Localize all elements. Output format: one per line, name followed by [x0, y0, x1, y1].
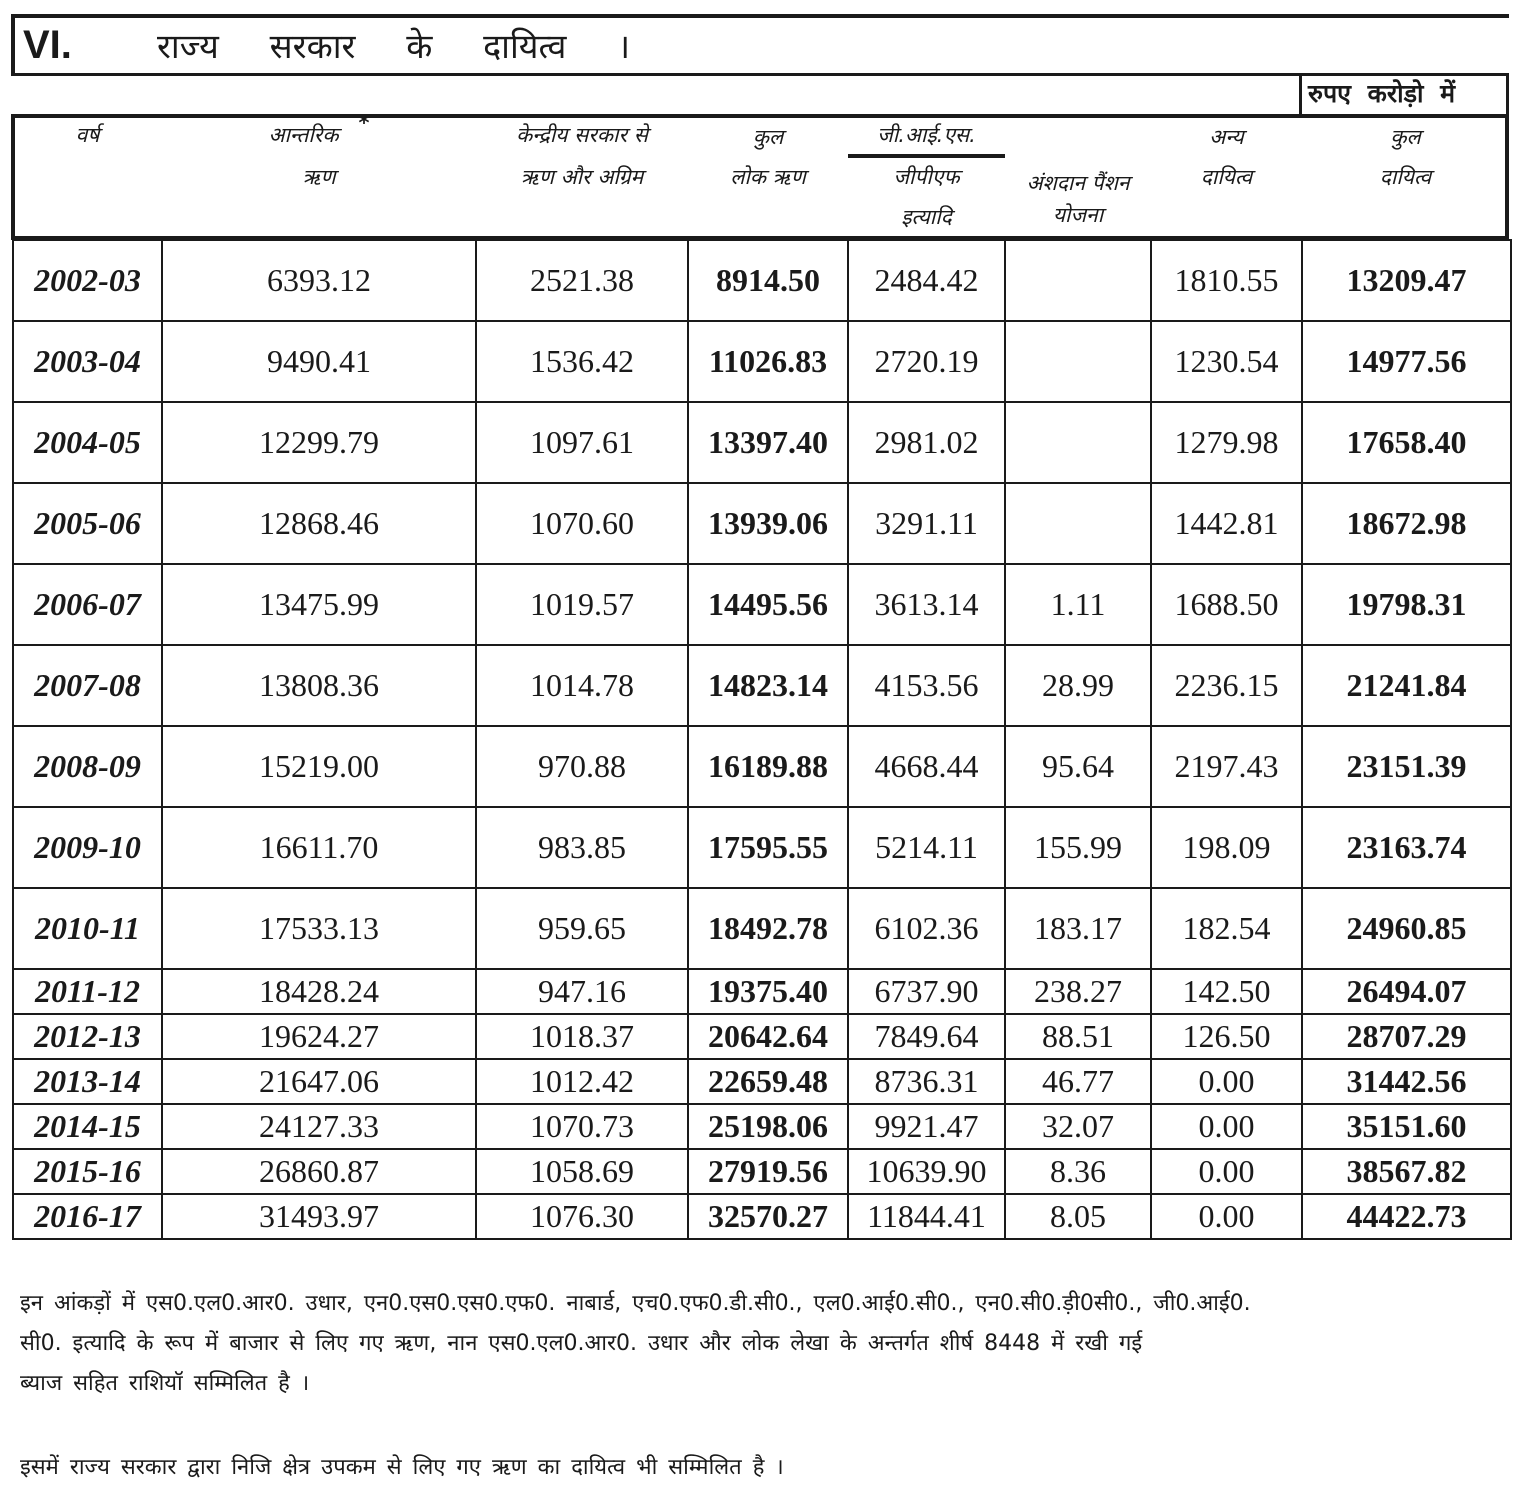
cell-other-liabilities: 182.54 [1151, 888, 1302, 969]
cell-internal-debt: 26860.87 [162, 1149, 476, 1194]
footnote-1-line: ब्याज सहित राशियॉ सम्मिलित है । [20, 1371, 310, 1396]
cell-gpf: 2484.42 [848, 240, 1005, 321]
header-year: वर्ष [75, 123, 100, 147]
table-row [13, 1014, 1511, 1059]
cell-pension [1005, 240, 1151, 321]
cell-gpf: 4153.56 [848, 645, 1005, 726]
cell-central-loans: 959.65 [476, 888, 688, 969]
cell-internal-debt: 18428.24 [162, 969, 476, 1014]
cell-central-loans: 1076.30 [476, 1194, 688, 1239]
header-other-line1: अन्य [1209, 125, 1244, 149]
cell-internal-debt: 21647.06 [162, 1059, 476, 1104]
cell-total-liabilities: 44422.73 [1302, 1194, 1511, 1239]
cell-year: 2003-04 [13, 321, 162, 402]
table-row [13, 1104, 1511, 1149]
cell-year: 2011-12 [13, 969, 162, 1014]
cell-pension [1005, 321, 1151, 402]
table-row [13, 1149, 1511, 1194]
cell-total-public-debt: 22659.48 [688, 1059, 848, 1104]
header-total-public-debt-line2: लोक ऋण [730, 165, 806, 189]
table-row [13, 402, 1511, 483]
cell-total-public-debt: 13939.06 [688, 483, 848, 564]
cell-total-liabilities: 23163.74 [1302, 807, 1511, 888]
cell-central-loans: 2521.38 [476, 240, 688, 321]
cell-pension: 32.07 [1005, 1104, 1151, 1149]
cell-other-liabilities: 0.00 [1151, 1104, 1302, 1149]
footnote-1-line: इन आंकड़ों में एस0.एल0.आर0. उधार, एन0.एस0.एस0.एफ0. नाबार्ड, एच0.एफ0.डी.सी0., एल0.आई0.सी0., एन0.सी0.ड़ी0सी0., जी0.आई0. [20, 1291, 1251, 1316]
cell-pension [1005, 402, 1151, 483]
cell-pension: 8.36 [1005, 1149, 1151, 1194]
cell-total-public-debt: 16189.88 [688, 726, 848, 807]
cell-central-loans: 1070.73 [476, 1104, 688, 1149]
cell-gpf: 6737.90 [848, 969, 1005, 1014]
cell-central-loans: 1070.60 [476, 483, 688, 564]
header-other-line2: दायित्व [1200, 165, 1253, 189]
cell-total-liabilities: 31442.56 [1302, 1059, 1511, 1104]
cell-other-liabilities: 142.50 [1151, 969, 1302, 1014]
cell-central-loans: 970.88 [476, 726, 688, 807]
cell-central-loans: 1097.61 [476, 402, 688, 483]
cell-pension: 183.17 [1005, 888, 1151, 969]
table-row [13, 888, 1511, 969]
cell-year: 2004-05 [13, 402, 162, 483]
cell-total-public-debt: 11026.83 [688, 321, 848, 402]
cell-total-public-debt: 14823.14 [688, 645, 848, 726]
cell-central-loans: 1058.69 [476, 1149, 688, 1194]
cell-other-liabilities: 2197.43 [1151, 726, 1302, 807]
footnote-1 [20, 1284, 1500, 1404]
liabilities-table [12, 239, 1512, 1240]
cell-gpf: 10639.90 [848, 1149, 1005, 1194]
cell-total-liabilities: 21241.84 [1302, 645, 1511, 726]
cell-total-liabilities: 38567.82 [1302, 1149, 1511, 1194]
cell-total-public-debt: 14495.56 [688, 564, 848, 645]
header-gis: जी.आई.एस. [877, 123, 976, 147]
cell-year: 2002-03 [13, 240, 162, 321]
cell-total-liabilities: 28707.29 [1302, 1014, 1511, 1059]
cell-other-liabilities: 126.50 [1151, 1014, 1302, 1059]
cell-total-liabilities: 23151.39 [1302, 726, 1511, 807]
title-box [11, 14, 1509, 76]
cell-total-liabilities: 14977.56 [1302, 321, 1511, 402]
cell-total-public-debt: 20642.64 [688, 1014, 848, 1059]
cell-gpf: 7849.64 [848, 1014, 1005, 1059]
table-row [13, 1059, 1511, 1104]
cell-central-loans: 1018.37 [476, 1014, 688, 1059]
cell-year: 2009-10 [13, 807, 162, 888]
table-row [13, 483, 1511, 564]
cell-pension: 46.77 [1005, 1059, 1151, 1104]
cell-other-liabilities: 0.00 [1151, 1149, 1302, 1194]
cell-internal-debt: 12299.79 [162, 402, 476, 483]
cell-other-liabilities: 1810.55 [1151, 240, 1302, 321]
cell-gpf: 4668.44 [848, 726, 1005, 807]
cell-gpf: 2720.19 [848, 321, 1005, 402]
header-total-liabilities-line2: दायित्व [1379, 165, 1432, 189]
table-row [13, 564, 1511, 645]
cell-other-liabilities: 1230.54 [1151, 321, 1302, 402]
cell-year: 2013-14 [13, 1059, 162, 1104]
cell-year: 2008-09 [13, 726, 162, 807]
cell-central-loans: 1019.57 [476, 564, 688, 645]
cell-year: 2015-16 [13, 1149, 162, 1194]
cell-internal-debt: 9490.41 [162, 321, 476, 402]
cell-year: 2005-06 [13, 483, 162, 564]
header-total-public-debt-line1: कुल [752, 125, 784, 149]
cell-internal-debt: 12868.46 [162, 483, 476, 564]
footnote-1-line: सी0. इत्यादि के रूप में बाजार से लिए गए ऋण, नान एस0.एल0.आर0. उधार और लोक लेखा के अन्तर्गत शीर्ष 8448 में रखी गई [20, 1331, 1143, 1356]
cell-pension [1005, 483, 1151, 564]
cell-gpf: 5214.11 [848, 807, 1005, 888]
cell-gpf: 9921.47 [848, 1104, 1005, 1149]
cell-pension: 95.64 [1005, 726, 1151, 807]
header-pension-line1: अंशदान पैंशन [1026, 171, 1130, 195]
header-etc: इत्यादि [901, 205, 952, 229]
cell-central-loans: 983.85 [476, 807, 688, 888]
header-central-loans-line2: ऋण और अग्रिम [520, 165, 644, 189]
header-central-loans-line1: केन्द्रीय सरकार से [516, 123, 648, 147]
cell-total-public-debt: 8914.50 [688, 240, 848, 321]
cell-pension: 88.51 [1005, 1014, 1151, 1059]
cell-pension: 238.27 [1005, 969, 1151, 1014]
cell-total-liabilities: 26494.07 [1302, 969, 1511, 1014]
cell-total-liabilities: 19798.31 [1302, 564, 1511, 645]
table-row [13, 1194, 1511, 1239]
cell-total-public-debt: 25198.06 [688, 1104, 848, 1149]
cell-gpf: 6102.36 [848, 888, 1005, 969]
cell-central-loans: 1014.78 [476, 645, 688, 726]
page-title: राज्य सरकार के दायित्व । [157, 27, 631, 67]
cell-internal-debt: 17533.13 [162, 888, 476, 969]
cell-gpf: 2981.02 [848, 402, 1005, 483]
cell-internal-debt: 15219.00 [162, 726, 476, 807]
cell-internal-debt: 31493.97 [162, 1194, 476, 1239]
cell-pension: 1.11 [1005, 564, 1151, 645]
header-internal-debt-line2: ऋण [302, 165, 336, 189]
cell-pension: 28.99 [1005, 645, 1151, 726]
cell-gpf: 3613.14 [848, 564, 1005, 645]
section-number: VI. [23, 23, 72, 67]
cell-internal-debt: 13808.36 [162, 645, 476, 726]
cell-internal-debt: 19624.27 [162, 1014, 476, 1059]
cell-year: 2014-15 [13, 1104, 162, 1149]
cell-central-loans: 1012.42 [476, 1059, 688, 1104]
table-row [13, 726, 1511, 807]
cell-pension: 8.05 [1005, 1194, 1151, 1239]
cell-central-loans: 1536.42 [476, 321, 688, 402]
cell-pension: 155.99 [1005, 807, 1151, 888]
cell-gpf: 3291.11 [848, 483, 1005, 564]
units-label: रुपए करोड़ो में [1299, 76, 1509, 114]
cell-internal-debt: 6393.12 [162, 240, 476, 321]
footnote-2: इसमें राज्य सरकार द्वारा निजि क्षेत्र उपकम से लिए गए ऋण का दायित्व भी सम्मिलित है । [20, 1455, 784, 1480]
table-row [13, 645, 1511, 726]
cell-year: 2010-11 [13, 888, 162, 969]
cell-internal-debt: 16611.70 [162, 807, 476, 888]
table-row [13, 321, 1511, 402]
table-row [13, 969, 1511, 1014]
cell-total-public-debt: 17595.55 [688, 807, 848, 888]
cell-central-loans: 947.16 [476, 969, 688, 1014]
cell-gpf: 8736.31 [848, 1059, 1005, 1104]
cell-other-liabilities: 1279.98 [1151, 402, 1302, 483]
cell-total-liabilities: 35151.60 [1302, 1104, 1511, 1149]
table-row [13, 807, 1511, 888]
cell-total-liabilities: 18672.98 [1302, 483, 1511, 564]
cell-other-liabilities: 1442.81 [1151, 483, 1302, 564]
cell-total-liabilities: 13209.47 [1302, 240, 1511, 321]
cell-total-public-debt: 18492.78 [688, 888, 848, 969]
header-internal-debt-line1: आन्तरिक * [268, 111, 370, 147]
cell-year: 2016-17 [13, 1194, 162, 1239]
cell-year: 2007-08 [13, 645, 162, 726]
cell-year: 2006-07 [13, 564, 162, 645]
cell-total-public-debt: 27919.56 [688, 1149, 848, 1194]
cell-total-public-debt: 19375.40 [688, 969, 848, 1014]
cell-total-liabilities: 24960.85 [1302, 888, 1511, 969]
cell-other-liabilities: 1688.50 [1151, 564, 1302, 645]
cell-total-public-debt: 32570.27 [688, 1194, 848, 1239]
header-pension-line2: योजना [1052, 203, 1104, 227]
cell-total-liabilities: 17658.40 [1302, 402, 1511, 483]
cell-other-liabilities: 2236.15 [1151, 645, 1302, 726]
cell-other-liabilities: 0.00 [1151, 1194, 1302, 1239]
header-gpf: जीपीएफ [893, 165, 960, 189]
cell-other-liabilities: 198.09 [1151, 807, 1302, 888]
cell-internal-debt: 24127.33 [162, 1104, 476, 1149]
cell-gpf: 11844.41 [848, 1194, 1005, 1239]
cell-total-public-debt: 13397.40 [688, 402, 848, 483]
header-internal-debt-mark: * [358, 111, 370, 135]
cell-other-liabilities: 0.00 [1151, 1059, 1302, 1104]
cell-internal-debt: 13475.99 [162, 564, 476, 645]
table-row [13, 240, 1511, 321]
cell-year: 2012-13 [13, 1014, 162, 1059]
header-total-liabilities-line1: कुल [1390, 125, 1421, 149]
